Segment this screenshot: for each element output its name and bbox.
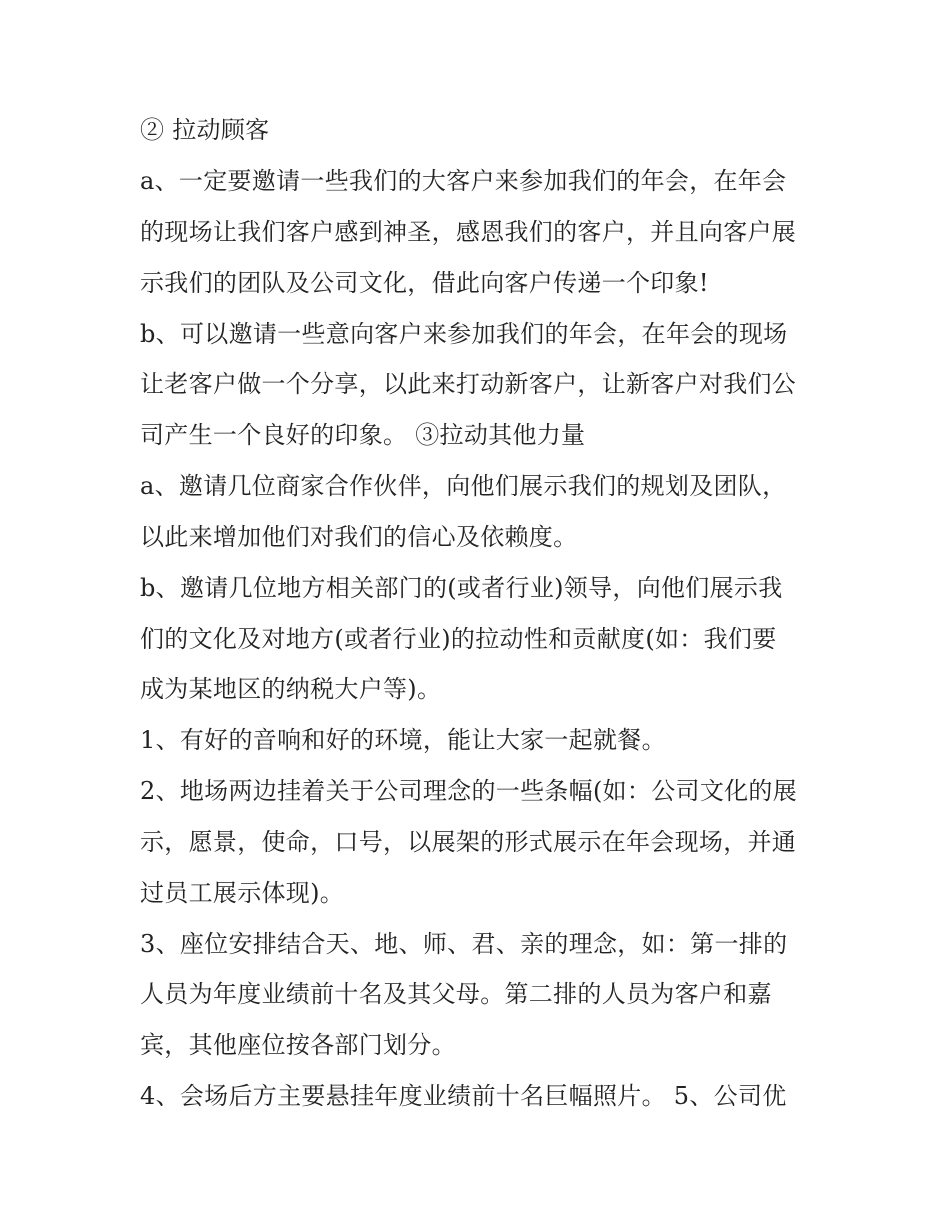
paragraph-line: a、一定要邀请一些我们的大客户来参加我们的年会，在年会 — [140, 167, 787, 195]
paragraph-line: b、可以邀请一些意向客户来参加我们的年会，在年会的现场 — [140, 320, 788, 348]
heading-attract-customers: ② 拉动顾客 — [140, 116, 270, 144]
paragraph-line: 人员为年度业绩前十名及其父母。第二排的人员为客户和嘉 — [140, 980, 772, 1008]
paragraph-line: 们的文化及对地方(或者行业)的拉动性和贡献度(如：我们要 — [140, 625, 777, 653]
paragraph-line: b、邀请几位地方相关部门的(或者行业)领导，向他们展示我 — [140, 574, 783, 602]
list-item-1: 1、有好的音响和好的环境，能让大家一起就餐。 — [140, 726, 666, 754]
paragraph-line: 的现场让我们客户感到神圣，感恩我们的客户，并且向客户展 — [140, 218, 797, 246]
paragraph-line: 过员工展示体现)。 — [140, 879, 345, 907]
paragraph-line: 成为某地区的纳税大户等)。 — [140, 675, 442, 703]
paragraph-line: 宾，其他座位按各部门划分。 — [140, 1031, 456, 1059]
list-item-2: 2、地场两边挂着关于公司理念的一些条幅(如：公司文化的展 — [140, 777, 798, 805]
paragraph-line: 示，愿景，使命，口号，以展架的形式展示在年会现场，并通 — [140, 828, 797, 856]
paragraph-line: 司产生一个良好的印象。 ③拉动其他力量 — [140, 421, 586, 449]
paragraph-line: 让老客户做一个分享，以此来打动新客户，让新客户对我们公 — [140, 370, 797, 398]
list-item-3: 3、座位安排结合天、地、师、君、亲的理念，如：第一排的 — [140, 930, 788, 958]
paragraph-line: 以此来增加他们对我们的信心及依赖度。 — [140, 523, 578, 551]
paragraph-line: a、邀请几位商家合作伙伴，向他们展示我们的规划及团队， — [140, 472, 787, 500]
paragraph-line: 示我们的团队及公司文化，借此向客户传递一个印象! — [140, 269, 709, 297]
list-item-4: 4、会场后方主要悬挂年度业绩前十名巨幅照片。 5、公司优 — [140, 1082, 787, 1110]
